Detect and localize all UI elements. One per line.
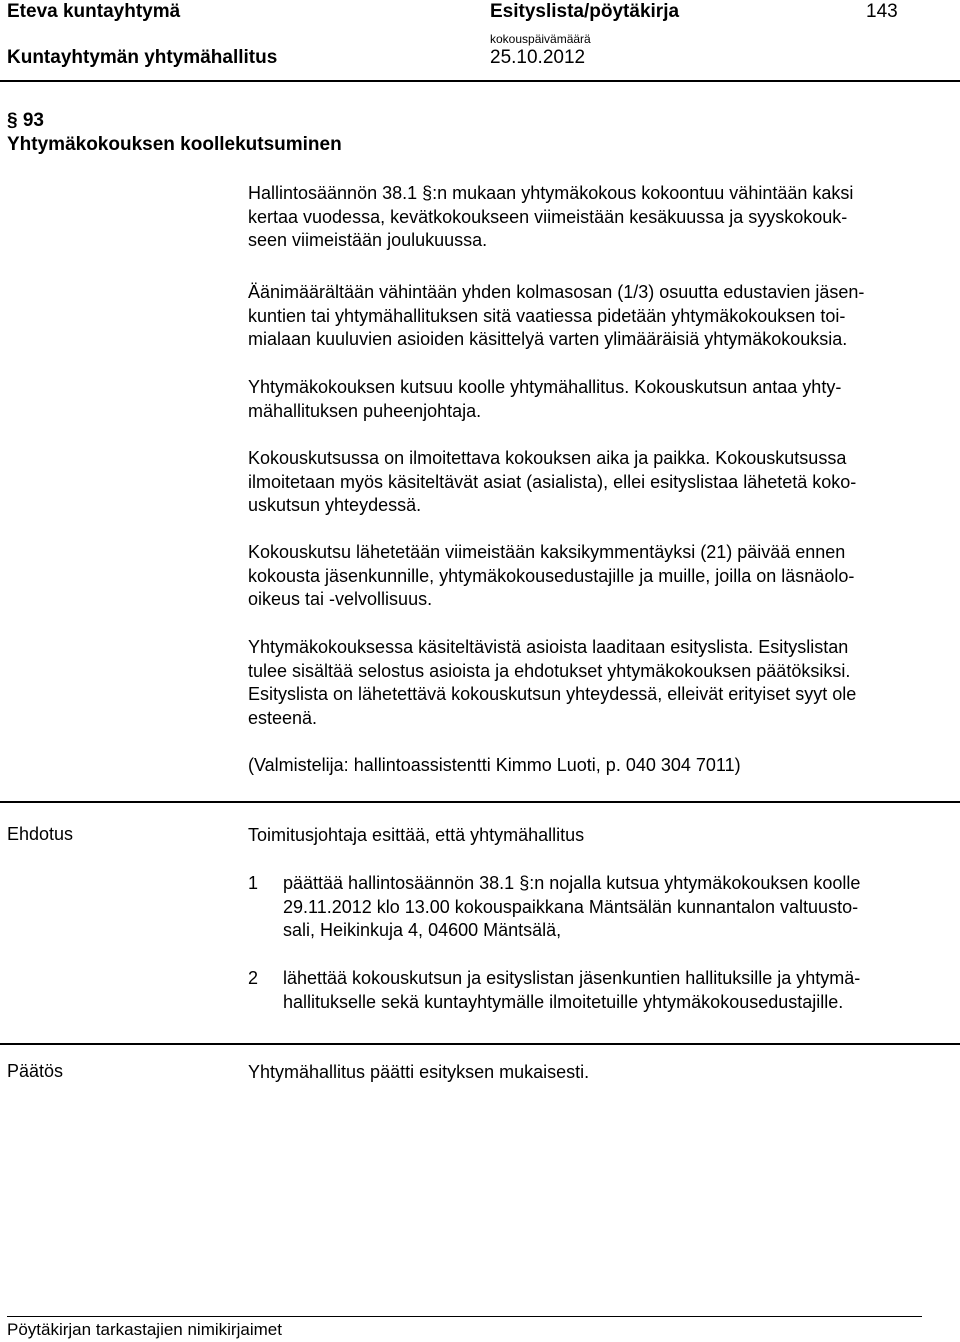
proposal-intro: Toimitusjohtaja esittää, että yhtymähallitus bbox=[248, 825, 585, 845]
header-rule bbox=[0, 80, 960, 82]
footer-initials-label: Pöytäkirjan tarkastajien nimikirjaimet bbox=[7, 1320, 282, 1339]
section-mark: § 93 bbox=[7, 110, 44, 131]
document-type: Esityslista/pöytäkirja bbox=[490, 1, 680, 22]
paragraph-5: Kokouskutsu lähetetään viimeistään kaksikymmentäyksi (21) päivää ennen kokousta jäsenkunnille, yhtymäkokousedustajille ja muille, joilla on läsnäolo- oikeus tai -velvollisuus. bbox=[248, 542, 855, 609]
paragraph-2: Äänimäärältään vähintään yhden kolmasosan (1/3) osuutta edustavien jäsen- kuntien tai yhtymähallituksen sitä vaatiessa pidetään yhtymäkokouksen toi- mialaan kuuluvien asioiden käsittelyä varten ylimääräisiä yhtymäkokouksia. bbox=[248, 282, 865, 349]
paragraph-1: Hallintosäännön 38.1 §:n mukaan yhtymäkokous kokoontuu vähintään kaksi kertaa vuodessa, kevätkokoukseen viimeistään kesäkuussa ja syyskokouk- seen viimeistään joulukuussa. bbox=[248, 183, 854, 250]
decision-label: Päätös bbox=[7, 1061, 64, 1081]
body-name: Kuntayhtymän yhtymähallitus bbox=[7, 47, 278, 68]
section-title: Yhtymäkokouksen koollekutsuminen bbox=[7, 134, 342, 155]
paragraph-6: Yhtymäkokouksessa käsiteltävistä asioista laaditaan esityslista. Esityslistan tulee sisältää selostus asioista ja ehdotukset yhtymäkokouksen päätöksiksi. Esityslista on lähetettävä kokouskutsun yhteydessä, elleivät erityiset syyt ole esteenä. bbox=[248, 637, 857, 728]
page-number: 143 bbox=[866, 1, 898, 22]
date-caption: kokouspäivämäärä bbox=[490, 32, 591, 46]
proposal-label: Ehdotus bbox=[7, 824, 74, 844]
org-name: Eteva kuntayhtymä bbox=[7, 1, 181, 22]
paragraph-3: Yhtymäkokouksen kutsuu koolle yhtymähallitus. Kokouskutsun antaa yhty- mähallituksen puheenjohtaja. bbox=[248, 377, 842, 421]
decision-text: Yhtymähallitus päätti esityksen mukaisesti. bbox=[248, 1062, 590, 1082]
paragraph-4: Kokouskutsussa on ilmoitettava kokouksen aika ja paikka. Kokouskutsussa ilmoitetaan myös käsiteltävät asiat (asialista), ellei esityslistaa lähetetä koko- uskutsun yhteydessä. bbox=[248, 448, 857, 515]
meeting-date: 25.10.2012 bbox=[490, 47, 586, 68]
section-rule bbox=[0, 801, 960, 803]
decision-rule bbox=[0, 1043, 960, 1045]
preparer-note: (Valmistelija: hallintoassistentti Kimmo Luoti, p. 040 304 7011) bbox=[248, 755, 741, 775]
footer-line bbox=[7, 1316, 922, 1317]
